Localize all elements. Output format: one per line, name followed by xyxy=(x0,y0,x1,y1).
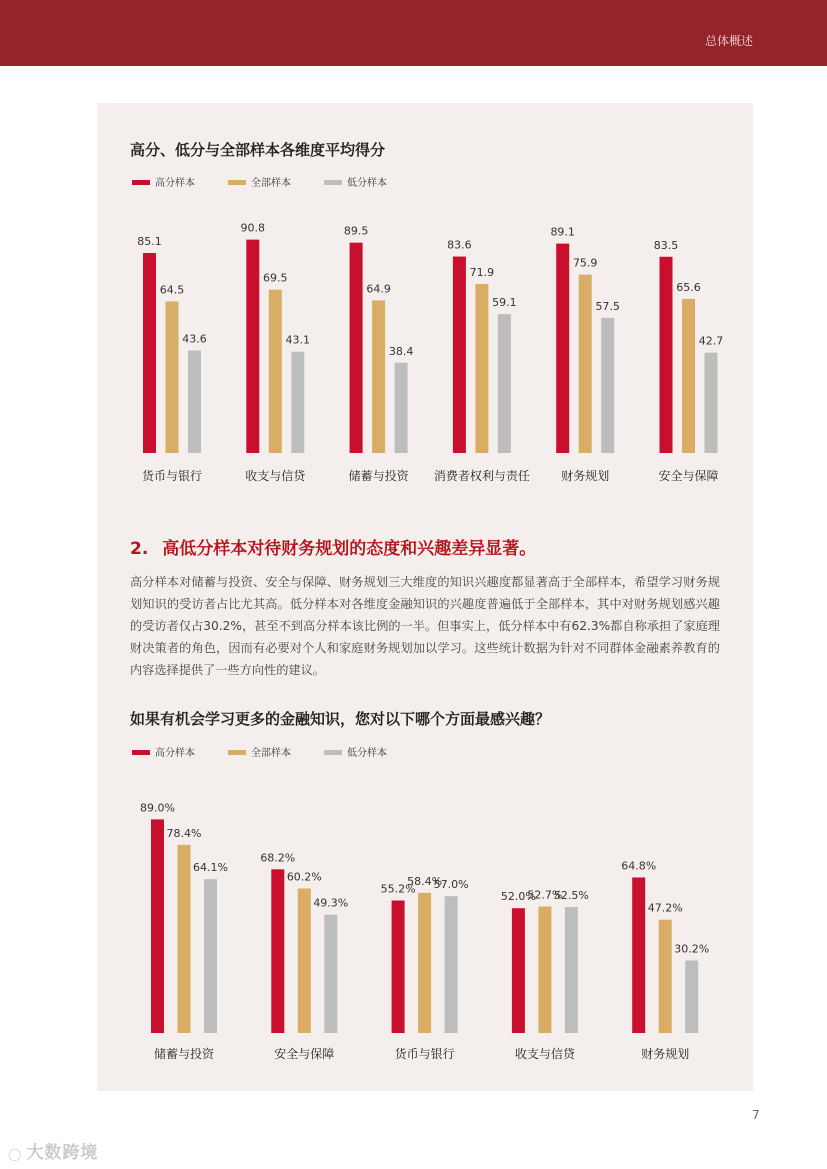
category-label: 消费者权利与责任 xyxy=(433,469,530,483)
data-label: 38.4 xyxy=(388,344,414,358)
bar-all xyxy=(659,920,672,1033)
category-label: 安全与保障 xyxy=(658,469,719,483)
chart1-title: 高分、低分与全部样本各维度平均得分 xyxy=(130,141,386,159)
data-label: 42.7 xyxy=(698,334,724,348)
bar-low xyxy=(565,907,578,1033)
data-label: 75.9 xyxy=(572,256,598,270)
data-label: 65.6 xyxy=(676,280,701,294)
data-label: 60.2% xyxy=(286,870,322,884)
data-label: 57.0% xyxy=(433,878,469,892)
data-label: 64.8% xyxy=(621,859,657,873)
category-label: 储蓄与投资 xyxy=(348,469,409,483)
data-label: 64.1% xyxy=(193,861,228,875)
data-label: 52.7% xyxy=(527,888,563,902)
legend-label-high: 高分样本 xyxy=(155,178,195,189)
header-section-title: 总体概述 xyxy=(704,34,753,48)
section-heading-text: 高低分样本对待财务规划的态度和兴趣差异显著。 xyxy=(162,539,537,559)
chart2-title: 如果有机会学习更多的金融知识，您对以下哪个方面最感兴趣？ xyxy=(130,710,551,728)
data-label: 89.1 xyxy=(550,225,575,239)
legend-label-all: 全部样本 xyxy=(251,748,291,759)
data-label: 57.5 xyxy=(595,299,620,313)
section-body-text: 高分样本对储蓄与投资、安全与保障、财务规划三大维度的知识兴趣度都显著高于全部样本，希望学习财务规划知识的受访者占比尤其高。低分样本对各维度金融知识的兴趣度普遍低于全部样本，其中对财务规划感兴趣的受访者仅占30.2%，甚至不到高分样本该比例的一半。但事实上，低分样本中有62.3%都自称承担了家庭理财决策者的角色，因而有必要对个人和家庭财务规划加以学习。这些统计数据为针对不同群体金融素养教育的内容选择提供了一些方向性的建议。 xyxy=(130,575,720,677)
data-label: 89.5 xyxy=(343,224,369,238)
data-label: 55.2% xyxy=(380,882,416,896)
watermark-logo-icon: ◯ xyxy=(8,1147,23,1161)
section-number: 2. xyxy=(130,539,149,559)
legend-label-high: 高分样本 xyxy=(155,748,195,759)
data-label: 89.0% xyxy=(140,801,175,815)
data-label: 85.1 xyxy=(137,235,162,249)
bar-all xyxy=(538,907,551,1033)
bar-all xyxy=(298,889,311,1033)
data-label: 49.3% xyxy=(313,896,349,910)
category-label: 财务规划 xyxy=(561,469,610,483)
data-label: 52.5% xyxy=(553,889,589,902)
bar-low xyxy=(685,961,698,1033)
watermark-text: 大数跨境 xyxy=(26,1143,99,1163)
legend-label-low: 低分样本 xyxy=(347,178,387,189)
bar-high xyxy=(512,908,525,1033)
bar-high xyxy=(151,819,164,1033)
data-label: 43.6 xyxy=(182,332,207,346)
bar-low xyxy=(324,915,337,1033)
data-label: 71.9 xyxy=(469,266,495,280)
watermark xyxy=(8,1138,98,1163)
bar-all xyxy=(418,893,431,1033)
data-label: 69.5 xyxy=(263,271,288,285)
category-label: 收支与信贷 xyxy=(245,469,306,483)
data-label: 64.9 xyxy=(366,282,391,296)
data-label: 59.1 xyxy=(492,296,517,310)
data-label: 30.2% xyxy=(674,942,710,956)
data-label: 43.1 xyxy=(285,333,311,347)
bar-low xyxy=(445,896,458,1033)
category-label: 财务规划 xyxy=(641,1047,690,1061)
data-label: 52.0% xyxy=(500,890,536,904)
category-label: 货币与银行 xyxy=(141,469,203,483)
data-label: 58.4% xyxy=(407,874,443,888)
bar-low xyxy=(204,879,217,1033)
legend-label-low: 低分样本 xyxy=(347,748,387,759)
category-label: 安全与保障 xyxy=(274,1047,335,1061)
data-label: 68.2% xyxy=(260,851,296,865)
data-label: 83.5 xyxy=(653,238,679,252)
bar-all xyxy=(178,845,191,1033)
category-label: 储蓄与投资 xyxy=(153,1047,215,1061)
data-label: 64.5 xyxy=(159,283,185,297)
legend-label-all: 全部样本 xyxy=(251,178,291,189)
bar-high xyxy=(632,877,645,1033)
data-label: 83.6 xyxy=(447,238,472,252)
bar-high xyxy=(271,869,284,1033)
category-label: 收支与信贷 xyxy=(514,1047,575,1061)
data-label: 90.8 xyxy=(240,221,266,235)
data-label: 47.2% xyxy=(647,901,683,915)
bar-high xyxy=(392,901,405,1033)
page-number: 7 xyxy=(752,1108,760,1122)
data-label: 78.4% xyxy=(166,826,202,840)
category-label: 货币与银行 xyxy=(394,1047,455,1061)
